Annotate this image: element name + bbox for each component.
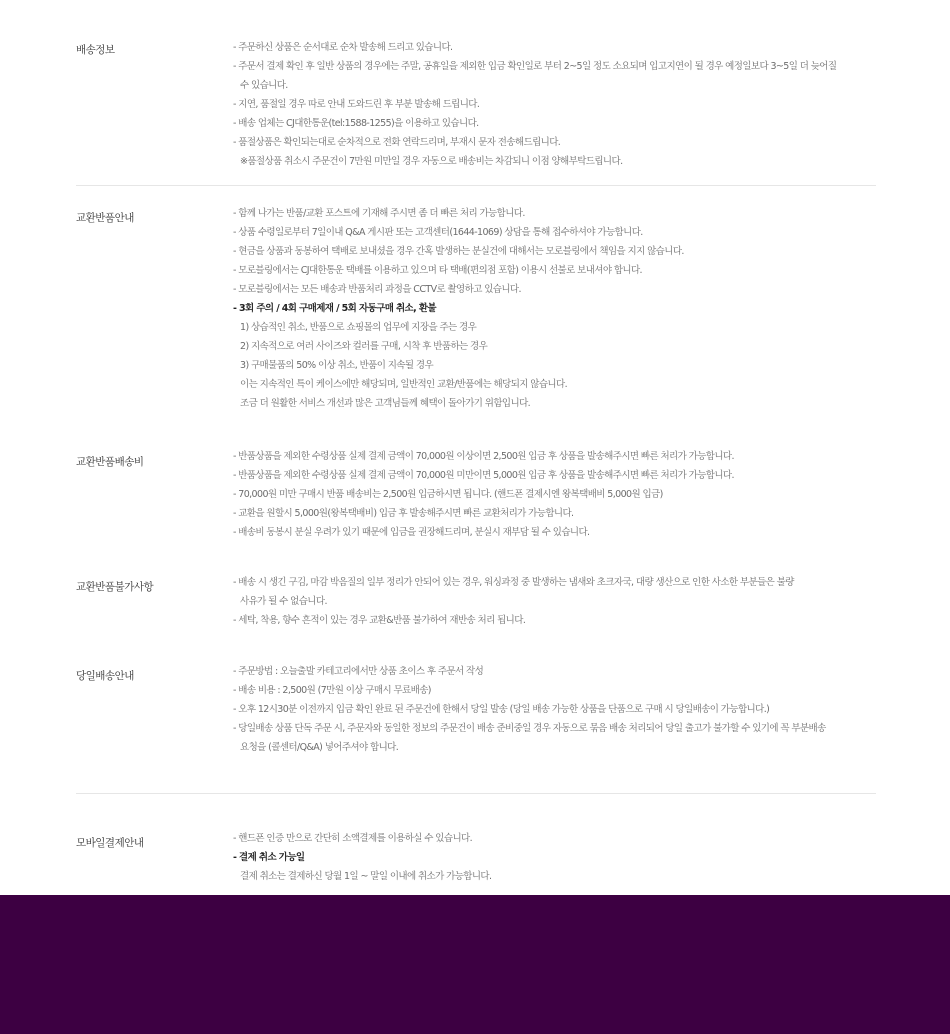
same-day-title: 당일배송안내 [76,670,134,682]
shipping-line: 수 있습니다. [240,80,288,91]
same-day-body [233,662,883,757]
exchange-fee-body [233,447,883,542]
exchange-not-allowed-line: - 세탁, 착용, 향수 흔적이 있는 경우 교환&반품 불가하여 재반송 처리 됩니다. [233,615,526,626]
exchange-fee-line: - 70,000원 미만 구매시 반품 배송비는 2,500원 입금하시면 됩니다. (핸드폰 결제시엔 왕복택배비 5,000원 입금) [233,489,663,500]
exchange-fee-line: - 배송비 동봉시 분실 우려가 있기 때문에 입금을 권장해드리며, 분실시 재부담 될 수 있습니다. [233,527,590,538]
exchange-guide-line: 조금 더 원활한 서비스 개선과 많은 고객님들께 혜택이 돌아가기 위함입니다. [240,398,531,409]
shipping-line: - 배송 업체는 CJ대한통운(tel:1588-1255)을 이용하고 있습니다. [233,118,479,129]
exchange-not-allowed-line: - 배송 시 생긴 구김, 마감 박음질의 일부 정리가 안되어 있는 경우, 워싱과정 중 발생하는 냄새와 초크자국, 대량 생산으로 인한 사소한 부분들은 불량 [233,577,794,588]
same-day-line: 요청을 (콜센터/Q&A) 넣어주셔야 합니다. [240,742,399,753]
exchange-fee-line: - 교환을 원할시 5,000원(왕복택배비) 입금 후 발송해주시면 빠른 교환처리가 가능합니다. [233,508,574,519]
exchange-fee-title: 교환반품배송비 [76,456,144,468]
same-day-line: - 주문방법 : 오늘출발 카테고리에서만 상품 초이스 후 주문서 작성 [233,666,484,677]
exchange-guide-line: - 모로블링에서는 모든 배송과 반품처리 과정을 CCTV로 촬영하고 있습니다. [233,284,521,295]
same-day-line: - 오후 12시30분 이전까지 입금 확인 완료 된 주문건에 한해서 당일 발송 (당일 배송 가능한 상품을 단품으로 구매 시 당일배송이 가능합니다.) [233,704,770,715]
shipping-line: ※품절상품 취소시 주문건이 7만원 미만일 경우 자동으로 배송비는 차감되니 이점 양해부탁드립니다. [240,156,623,167]
exchange-guide-line: 1) 상습적인 취소, 반품으로 쇼핑몰의 업무에 지장을 주는 경우 [240,322,477,333]
mobile-payment-line: 결제 취소는 결제하신 당월 1일 ~ 말일 이내에 취소가 가능합니다. [240,871,492,882]
shipping-line: - 주문서 결제 확인 후 일반 상품의 경우에는 주말, 공휴일을 제외한 입금 확인일로 부터 2~5일 정도 소요되며 입고지연이 될 경우 예정일보다 3~5일 더 늦어질 [233,61,837,72]
mobile-payment-cancel-heading: - 결제 취소 가능일 [233,852,305,863]
exchange-guide-line: - 상품 수령일로부터 7일이내 Q&A 게시판 또는 고객센터(1644-1069) 상담을 통해 접수하셔야 가능합니다. [233,227,643,238]
same-day-line: - 배송 비용 : 2,500원 (7만원 이상 구매시 무료배송) [233,685,431,696]
exchange-fee-line: - 반품상품을 제외한 수령상품 실제 결제 금액이 70,000원 이상이면 2,500원 입금 후 상품을 발송해주시면 빠른 처리가 가능합니다. [233,451,734,462]
shipping-body [233,38,883,171]
exchange-guide-line: 3) 구매물품의 50% 이상 취소, 반품이 지속될 경우 [240,360,434,371]
exchange-guide-line: - 함께 나가는 반품/교환 포스트에 기재해 주시면 좀 더 빠른 처리 가능합니다. [233,208,525,219]
divider [76,185,876,186]
mobile-payment-line: - 핸드폰 인증 만으로 간단히 소액결제를 이용하실 수 있습니다. [233,833,473,844]
exchange-guide-penalty-heading: - 3회 주의 / 4회 구매제재 / 5회 자동구매 취소, 환불 [233,303,437,314]
shipping-line: - 주문하신 상품은 순서대로 순차 발송해 드리고 있습니다. [233,42,453,53]
shipping-title: 배송정보 [76,44,115,56]
footer-band [0,895,950,1034]
shipping-line: - 지연, 품절일 경우 따로 안내 도와드린 후 부분 발송해 드립니다. [233,99,480,110]
exchange-guide-title: 교환반품안내 [76,212,134,224]
exchange-guide-line: 이는 지속적인 특이 케이스에만 해당되며, 일반적인 교환/반품에는 해당되지 않습니다. [240,379,567,390]
same-day-line: - 당일배송 상품 단독 주문 시, 주문자와 동일한 정보의 주문건이 배송 준비중일 경우 자동으로 묶음 배송 처리되어 당일 출고가 불가할 수 있기에 꼭 부분배송 [233,723,826,734]
mobile-payment-title: 모바일결제안내 [76,837,144,849]
exchange-fee-line: - 반품상품을 제외한 수령상품 실제 결제 금액이 70,000원 미만이면 5,000원 입금 후 상품을 발송해주시면 빠른 처리가 가능합니다. [233,470,734,481]
exchange-not-allowed-body [233,573,883,630]
exchange-guide-line: 2) 지속적으로 여러 사이즈와 컬러를 구매, 시착 후 반품하는 경우 [240,341,488,352]
exchange-guide-body [233,204,883,413]
divider [76,793,876,794]
exchange-guide-line: - 현금을 상품과 동봉하여 택배로 보내셨을 경우 간혹 발생하는 분실건에 대해서는 모로블링에서 책임을 지지 않습니다. [233,246,684,257]
exchange-not-allowed-line: 사유가 될 수 없습니다. [240,596,327,607]
mobile-payment-body [233,829,883,886]
exchange-not-allowed-title: 교환반품불가사항 [76,581,154,593]
exchange-guide-line: - 모로블링에서는 CJ대한통운 택배를 이용하고 있으며 타 택배(편의점 포함) 이용시 선불로 보내셔야 합니다. [233,265,642,276]
shipping-line: - 품절상품은 확인되는대로 순차적으로 전화 연락드리며, 부재시 문자 전송해드립니다. [233,137,561,148]
